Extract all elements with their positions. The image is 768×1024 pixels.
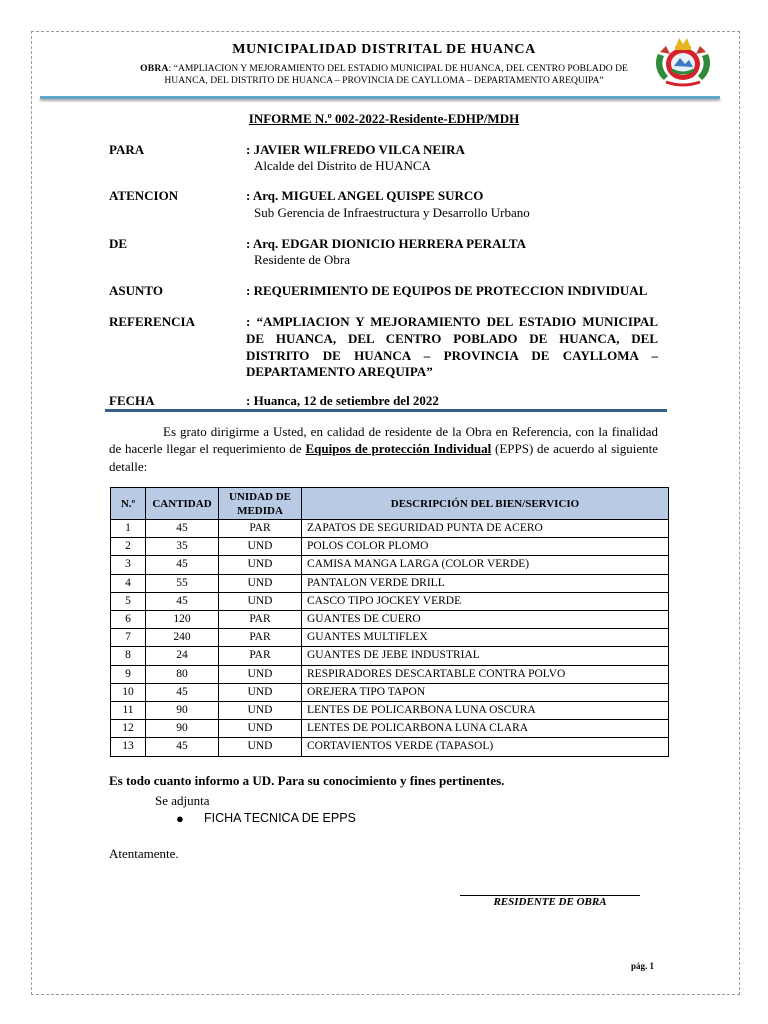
obra-description: [108, 63, 660, 87]
row-quantity: 120: [146, 611, 219, 629]
row-description: PANTALON VERDE DRILL: [302, 574, 669, 592]
table-row: [111, 665, 669, 683]
body-underlined: Equipos de protección Individual: [305, 441, 492, 457]
row-quantity: 240: [146, 629, 219, 647]
row-description: ZAPATOS DE SEGURIDAD PUNTA DE ACERO: [302, 520, 669, 538]
row-unit: UND: [219, 665, 302, 683]
row-description: LENTES DE POLICARBONA LUNA OSCURA: [302, 702, 669, 720]
obra-line-2: HUANCA, DEL DISTRITO DE HUANCA – PROVINCIA DE CAYLLOMA – DEPARTAMENTO AREQUIPA”: [164, 75, 604, 86]
table-row: [111, 702, 669, 720]
row-number: 13: [111, 738, 146, 756]
fecha-rule: [105, 409, 667, 412]
row-number: 1: [111, 520, 146, 538]
table-row: [111, 629, 669, 647]
row-description: CORTAVIENTOS VERDE (TAPASOL): [302, 738, 669, 756]
table-row: [111, 611, 669, 629]
informe-title: INFORME N.º 002-2022-Residente-EDHP/MDH: [248, 111, 520, 126]
row-quantity: 90: [146, 702, 219, 720]
table-row: [111, 738, 669, 756]
row-quantity: 45: [146, 738, 219, 756]
row-number: 8: [111, 647, 146, 665]
signature-title: RESIDENTE DE OBRA: [493, 896, 607, 908]
para-label: PARA: [109, 142, 145, 157]
bullet-icon: ●: [176, 811, 184, 826]
table-row: [111, 520, 669, 538]
row-unit: PAR: [219, 520, 302, 538]
obra-line-1: : “AMPLIACION Y MEJORAMIENTO DEL ESTADIO MUNICIPAL DE HUANCA, DEL CENTRO POBLADO DE: [168, 63, 628, 74]
header-rule: [40, 96, 720, 99]
asunto-label: ASUNTO: [109, 283, 163, 298]
header-number: N.º: [111, 488, 146, 520]
closing-text: Es todo cuanto informo a UD. Para su conocimiento y fines pertinentes.: [109, 773, 505, 788]
row-unit: PAR: [219, 611, 302, 629]
row-quantity: 55: [146, 574, 219, 592]
row-description: LENTES DE POLICARBONA LUNA CLARA: [302, 720, 669, 738]
row-number: 4: [111, 574, 146, 592]
row-unit: UND: [219, 702, 302, 720]
obra-label: OBRA: [140, 63, 169, 74]
row-unit: UND: [219, 738, 302, 756]
para-name: : JAVIER WILFREDO VILCA NEIRA: [246, 142, 465, 157]
atencion-name: : Arq. MIGUEL ANGEL QUISPE SURCO: [246, 188, 484, 203]
body-text-1: Es grato dirigirme a Usted, en calidad de residente de la Obra en Referencia, con la finalidad de hacerle llegar el requerimiento de: [109, 424, 658, 457]
row-quantity: 90: [146, 720, 219, 738]
row-quantity: 45: [146, 520, 219, 538]
row-unit: UND: [219, 592, 302, 610]
fecha-value: : Huanca, 12 de setiembre del 2022: [246, 393, 439, 408]
referencia-value: : “AMPLIACION Y MEJORAMIENTO DEL ESTADIO MUNICIPAL DE HUANCA, DEL CENTRO POBLADO DE HUANCA, DEL DISTRITO DE HUANCA – PROVINCIA DE CAYLLOMA – DEPARTAMENTO AREQUIPA”: [246, 314, 658, 380]
row-description: OREJERA TIPO TAPON: [302, 683, 669, 701]
table-row: [111, 647, 669, 665]
header-description: DESCRIPCIÓN DEL BIEN/SERVICIO: [302, 488, 669, 520]
row-number: 9: [111, 665, 146, 683]
page-number: pág. 1: [631, 961, 655, 971]
row-description: POLOS COLOR PLOMO: [302, 538, 669, 556]
row-unit: UND: [219, 538, 302, 556]
row-quantity: 80: [146, 665, 219, 683]
table-row: [111, 556, 669, 574]
row-description: GUANTES MULTIFLEX: [302, 629, 669, 647]
row-description: CAMISA MANGA LARGA (COLOR VERDE): [302, 556, 669, 574]
body-paragraph: [109, 423, 658, 475]
asunto-value: : REQUERIMIENTO DE EQUIPOS DE PROTECCION INDIVIDUAL: [246, 283, 648, 298]
table-row: [111, 683, 669, 701]
atentamente-text: Atentamente.: [109, 846, 179, 861]
attachment-item: FICHA TECNICA DE EPPS: [204, 811, 356, 825]
row-number: 6: [111, 611, 146, 629]
table-row: [111, 538, 669, 556]
body-text-2: (EPPS) de acuerdo al siguiente detalle:: [109, 441, 659, 474]
header-unit: UNIDAD DE MEDIDA: [219, 488, 302, 520]
row-description: CASCO TIPO JOCKEY VERDE: [302, 592, 669, 610]
header-quantity: CANTIDAD: [146, 488, 219, 520]
row-description: GUANTES DE CUERO: [302, 611, 669, 629]
para-role: Alcalde del Distrito de HUANCA: [254, 158, 431, 173]
row-number: 5: [111, 592, 146, 610]
de-role: Residente de Obra: [254, 252, 351, 267]
table-row: [111, 574, 669, 592]
row-description: RESPIRADORES DESCARTABLE CONTRA POLVO: [302, 665, 669, 683]
atencion-role: Sub Gerencia de Infraestructura y Desarrollo Urbano: [254, 205, 530, 220]
table-header-row: [111, 488, 669, 520]
epp-table: [110, 487, 669, 757]
atencion-label: ATENCION: [109, 188, 179, 203]
row-number: 10: [111, 683, 146, 701]
row-unit: UND: [219, 720, 302, 738]
row-unit: UND: [219, 556, 302, 574]
row-unit: UND: [219, 683, 302, 701]
row-number: 2: [111, 538, 146, 556]
fecha-label: FECHA: [109, 393, 155, 408]
row-number: 7: [111, 629, 146, 647]
table-row: [111, 592, 669, 610]
referencia-label: REFERENCIA: [109, 314, 195, 329]
row-unit: PAR: [219, 629, 302, 647]
municipal-coat-of-arms-icon: [652, 32, 714, 88]
de-name: : Arq. EDGAR DIONICIO HERRERA PERALTA: [246, 236, 527, 251]
row-description: GUANTES DE JEBE INDUSTRIAL: [302, 647, 669, 665]
de-label: DE: [109, 236, 128, 251]
row-quantity: 45: [146, 556, 219, 574]
row-unit: UND: [219, 574, 302, 592]
row-number: 3: [111, 556, 146, 574]
table-row: [111, 720, 669, 738]
row-quantity: 45: [146, 683, 219, 701]
row-quantity: 45: [146, 592, 219, 610]
municipality-title: MUNICIPALIDAD DISTRITAL DE HUANCA: [232, 42, 536, 57]
row-number: 11: [111, 702, 146, 720]
adjunta-text: Se adjunta: [155, 793, 210, 808]
row-quantity: 35: [146, 538, 219, 556]
row-quantity: 24: [146, 647, 219, 665]
row-unit: PAR: [219, 647, 302, 665]
row-number: 12: [111, 720, 146, 738]
